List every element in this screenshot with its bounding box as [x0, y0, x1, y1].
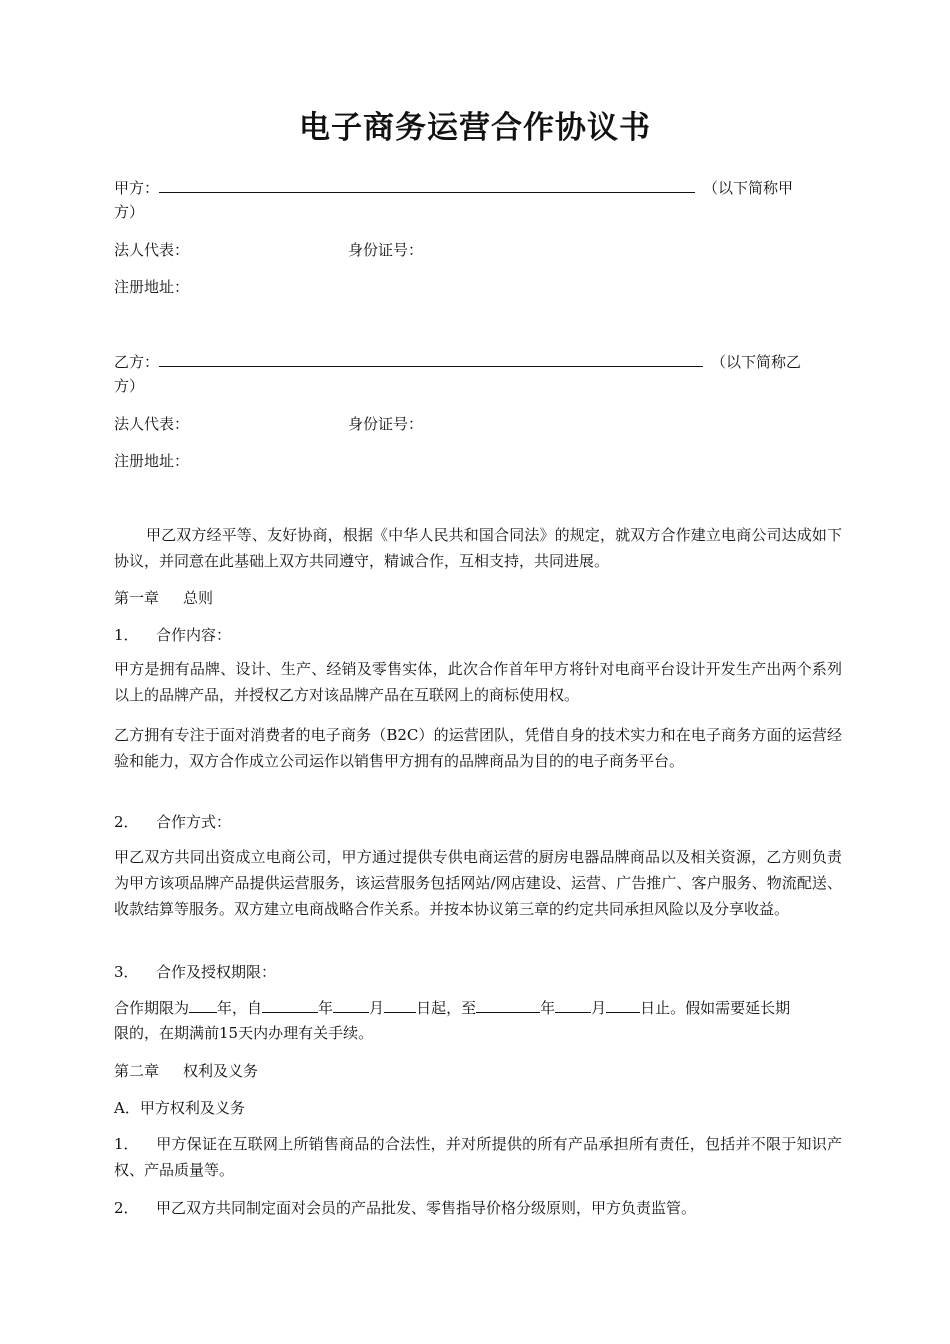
chapter-2-num: 第二章 — [114, 1062, 160, 1080]
term-blank-end-day — [606, 998, 640, 1013]
a-item-2-text: 甲乙双方共同制定面对会员的产品批发、零售指导价格分级原则，甲方负责监管。 — [156, 1199, 697, 1217]
term-line — [114, 998, 790, 1018]
party-b-suffix-cont: 方） — [114, 377, 145, 395]
a-item-1-text: 甲方保证在互联网上所销售商品的合法性，并对所提供的所有产品承担所有责任，包括并不限于知识产权、产品质量等。 — [114, 1135, 842, 1179]
item-2-paragraph: 甲乙双方共同出资成立电商公司，甲方通过提供专供电商运营的厨房电器品牌商品以及相关资源，乙方则负责为甲方该项品牌产品提供运营服务，该运营服务包括网站/网店建设、运营、广告推广、客户服务、物流配送、收款结算等服务。双方建立电商战略合作关系。并按本协议第三章的约定共同承担风险以及分享收益。 — [114, 848, 842, 918]
party-b-addr-label: 注册地址： — [114, 452, 190, 470]
party-a-rep-line — [114, 240, 423, 260]
term-text-8: 日止。假如需要延长期 — [640, 999, 791, 1017]
party-a-label: 甲方： — [114, 179, 160, 197]
term-blank-end-year — [476, 998, 540, 1013]
item-3-heading — [114, 962, 276, 982]
party-b-rep-label: 法人代表： — [114, 415, 190, 433]
item-2-num: 2． — [114, 813, 139, 831]
a-item-2-num: 2． — [114, 1199, 139, 1217]
item-3-num: 3． — [114, 963, 139, 981]
item-2-heading — [114, 812, 231, 832]
party-a-line — [114, 178, 793, 198]
party-a-id-label: 身份证号： — [348, 241, 424, 259]
document-title: 电子商务运营合作协议书 — [299, 110, 651, 146]
party-a-blank — [159, 178, 695, 193]
party-b-id-label: 身份证号： — [348, 415, 424, 433]
a-item-1 — [114, 1131, 842, 1183]
term-blank-end-month — [555, 998, 591, 1013]
party-a-suffix: （以下简称甲 — [703, 179, 794, 197]
item-1-paragraph-1: 甲方是拥有品牌、设计、生产、经销及零售实体，此次合作首年甲方将针对电商平台设计开发生产出两个系列以上的品牌产品，并授权乙方对该品牌产品在互联网上的商标使用权。 — [114, 660, 842, 704]
chapter-1-title: 总则 — [183, 589, 214, 607]
term-text-7: 月 — [591, 999, 607, 1017]
chapter-2-heading — [114, 1061, 258, 1081]
chapter-1-num: 第一章 — [114, 589, 160, 607]
term-blank-start-month — [333, 998, 369, 1013]
term-text-1: 合作期限为 — [114, 999, 190, 1017]
item-1-num: 1． — [114, 626, 139, 644]
item-1-title: 合作内容： — [156, 626, 232, 644]
chapter-1-heading — [114, 588, 213, 608]
chapter-2-title: 权利及义务 — [183, 1062, 259, 1080]
term-blank-start-day — [384, 998, 416, 1013]
item-1-heading — [114, 625, 231, 645]
term-line-2: 限的，在期满前15天内办理有关手续。 — [114, 1024, 374, 1042]
term-text-6: 年 — [540, 999, 556, 1017]
item-3-title: 合作及授权期限： — [156, 963, 277, 981]
term-text-4: 月 — [369, 999, 385, 1017]
term-text-5: 日起，至 — [416, 999, 477, 1017]
party-b-blank — [159, 352, 703, 367]
party-b-line — [114, 352, 801, 372]
item-1-paragraph-2: 乙方拥有专注于面对消费者的电子商务（B2C）的运营团队，凭借自身的技术实力和在电子商务方面的运营经验和能力，双方合作成立公司运作以销售甲方拥有的品牌商品为目的的电子商务平台。 — [114, 726, 842, 770]
party-a-addr-label: 注册地址： — [114, 278, 190, 296]
party-b-rep-line — [114, 414, 423, 434]
a-item-1-num: 1． — [114, 1135, 139, 1153]
term-text-3: 年 — [318, 999, 334, 1017]
term-blank-start-year — [262, 998, 318, 1013]
party-a-rep-label: 法人代表： — [114, 241, 190, 259]
intro-paragraph: 甲乙双方经平等、友好协商，根据《中华人民共和国合同法》的规定，就双方合作建立电商公司达成如下协议，并同意在此基础上双方共同遵守，精诚合作，互相支持，共同进展。 — [114, 526, 842, 570]
term-text-2: 年，自 — [217, 999, 263, 1017]
item-2-title: 合作方式： — [156, 813, 232, 831]
party-b-label: 乙方： — [114, 353, 160, 371]
a-item-2 — [114, 1195, 842, 1221]
party-b-suffix: （以下简称乙 — [711, 353, 802, 371]
party-a-suffix-cont: 方） — [114, 203, 145, 221]
term-blank-years — [189, 998, 217, 1013]
section-a-heading: A．甲方权利及义务 — [114, 1099, 245, 1117]
